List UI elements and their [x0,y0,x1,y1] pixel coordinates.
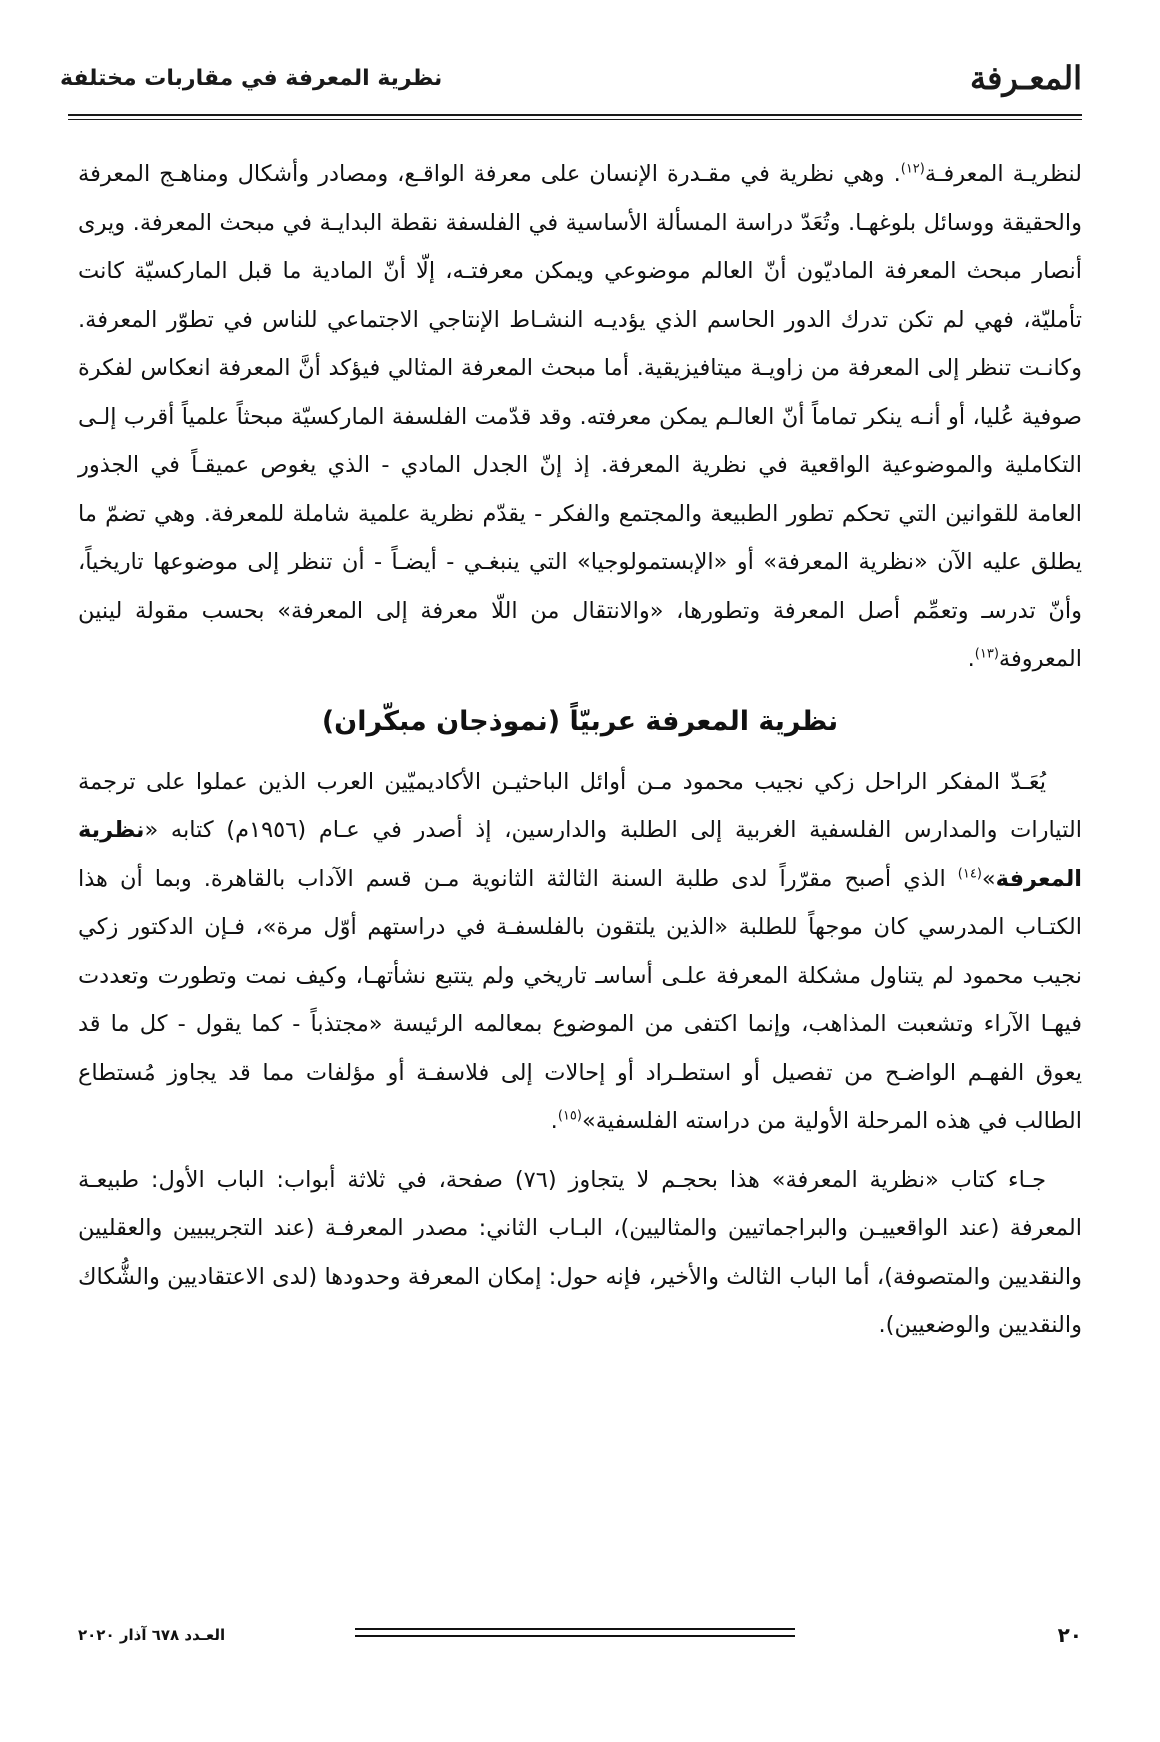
paragraph-2-start: يُعَـدّ المفكر الراحل زكي نجيب محمود مـن أوائل الباحثيـن الأكاديميّين العرب الذين عملوا على ترجمة التيارات والمدارس الفلسفية الغربية إلى الطلبة والدارسين، إذ أصدر في عـام (١٩٥٦م) كتابه « [78,768,1082,843]
header-divider-thin [68,119,1082,120]
issue-info: العـدد ٦٧٨ آذار ٢٠٢٠ [78,1626,226,1644]
section-heading: نظرية المعرفة عربيّاً (نموذجان مبكّران) [321,705,839,737]
footnote-ref-15[interactable]: (١٥) [557,1108,582,1124]
book-title-bold: نظرية المعرفة [78,817,1082,892]
footnote-ref-14[interactable]: (١٤) [957,866,982,881]
paragraph-2 [78,758,1082,1146]
paragraph-1-end: . [967,646,975,672]
page-number: ٢٠ [1057,1623,1082,1647]
page-footer [78,1620,1082,1650]
footnote-ref-13[interactable]: (١٣) [974,646,999,662]
paragraph-1-body: . وهي نظرية في مقـدرة الإنسان على معرفة الواقـع، ومصادر وأشكال ومناهـج المعرفة والحقيقة ووسائل بلوغهـا. وتُعَدّ دراسة المسألة الأساسية في الفلسفة نقطة البدايـة في مبحث المعرفة. ويرى أنصار مبحث المعرفة الماديّون أنّ العالم موضوعي ويمكن معرفتـه، إلّا أنّ المادية ما قبل الماركسيّة كانت تأمليّة، فهي لم تكن تدرك الدور الحاسم الذي يؤديـه النشـاط الإنتاجي الاجتماعي للناس في تطوّر المعرفة. وكانـت تنظر إلى المعرفة من زاويـة ميتافيزيقية. أما مبحث المعرفة المثالي فيؤكد أنَّ المعرفة انعكاس لفكرة صوفية عُليا، أو أنـه ينكر تماماً أنّ العالـم يمكن معرفته. وقد قدّمت الفلسفة الماركسيّة مبحثاً علمياً أقرب إلـى التكاملية والموضوعية الواقعية في نظرية المعرفة. إذ إنّ الجدل المادي - الذي يغوص عميقـاً في الجذور العامة للقوانين التي تحكم تطور الطبيعة والمجتمع والفكر - يقدّم نظرية علمية شاملة للمعرفة. وهي تضمّ ما يطلق عليه الآن «نظرية المعرفة» أو «الإبستمولوجيا» التي ينبغـي - أيضـاً - أن تنظر إلى موضوعها تاريخياً، وأنّ تدرسـ وتعمِّم أصل المعرفة وتطورها، «والانتقال من اللّا معرفة إلى المعرفة» بحسب مقولة لينين المعروفة [78,161,1082,672]
footnote-ref-12[interactable]: (١٢) [900,161,925,177]
paragraph-1-start: لنظريـة المعرفـة [924,161,1083,187]
article-body [78,150,1082,1350]
paragraph-2-end: . [550,1108,558,1134]
paragraph-3: جـاء كتاب «نظرية المعرفة» هذا بحجـم لا يتجاوز (٧٦) صفحة، في ثلاثة أبواب: الباب الأول: طبيعـة المعرفة (عند الواقعييـن والبراجماتيين والمثاليين)، البـاب الثاني: مصدر المعرفـة (عند التجريبيين والعقليين والنقديين والمتصوفة)، أما الباب الثالث والأخير، فإنه حول: إمكان المعرفة وحدودها (لدى الاعتقاديين والشُّكاك والنقديين والوضعيين). [78,1166,1082,1338]
paragraph-2-body: الذي أصبح مقرّراً لدى طلبة السنة الثالثة الثانوية مـن قسم الآداب بالقاهرة. وبما أن هذا الكتـاب المدرسي كان موجهاً للطلبة «الذين يلتقون بالفلسفـة في دراستهم أوّل مرة»، فـإن الدكتور زكي نجيب محمود لم يتناول مشكلة المعرفة علـى أساسـ تاريخي ولم يتتبع نشأتهـا، وكيف نمت وتطورت وتعددت فيهـا الآراء وتشعبت المذاهب، وإنما اكتفى من الموضوع بمعالمه الرئيسة «مجتذباً - كما يقول - كل ما قد يعوق الفهـم الواضـح من تفصيل أو استطـراد أو إحالات إلى فلاسفـة أو مؤلفات مما قد يجاوز مُستطاع الطالب في هذه المرحلة الأولية من دراسته الفلسفية» [78,865,1082,1134]
magazine-logo: المعـرفة [969,59,1082,97]
paragraph-2-quote-close: » [981,865,996,892]
running-title: نظرية المعرفة في مقاربات مختلفة [60,65,443,91]
page-header [60,50,1082,106]
header-divider [68,114,1082,116]
paragraph-1 [78,150,1082,684]
